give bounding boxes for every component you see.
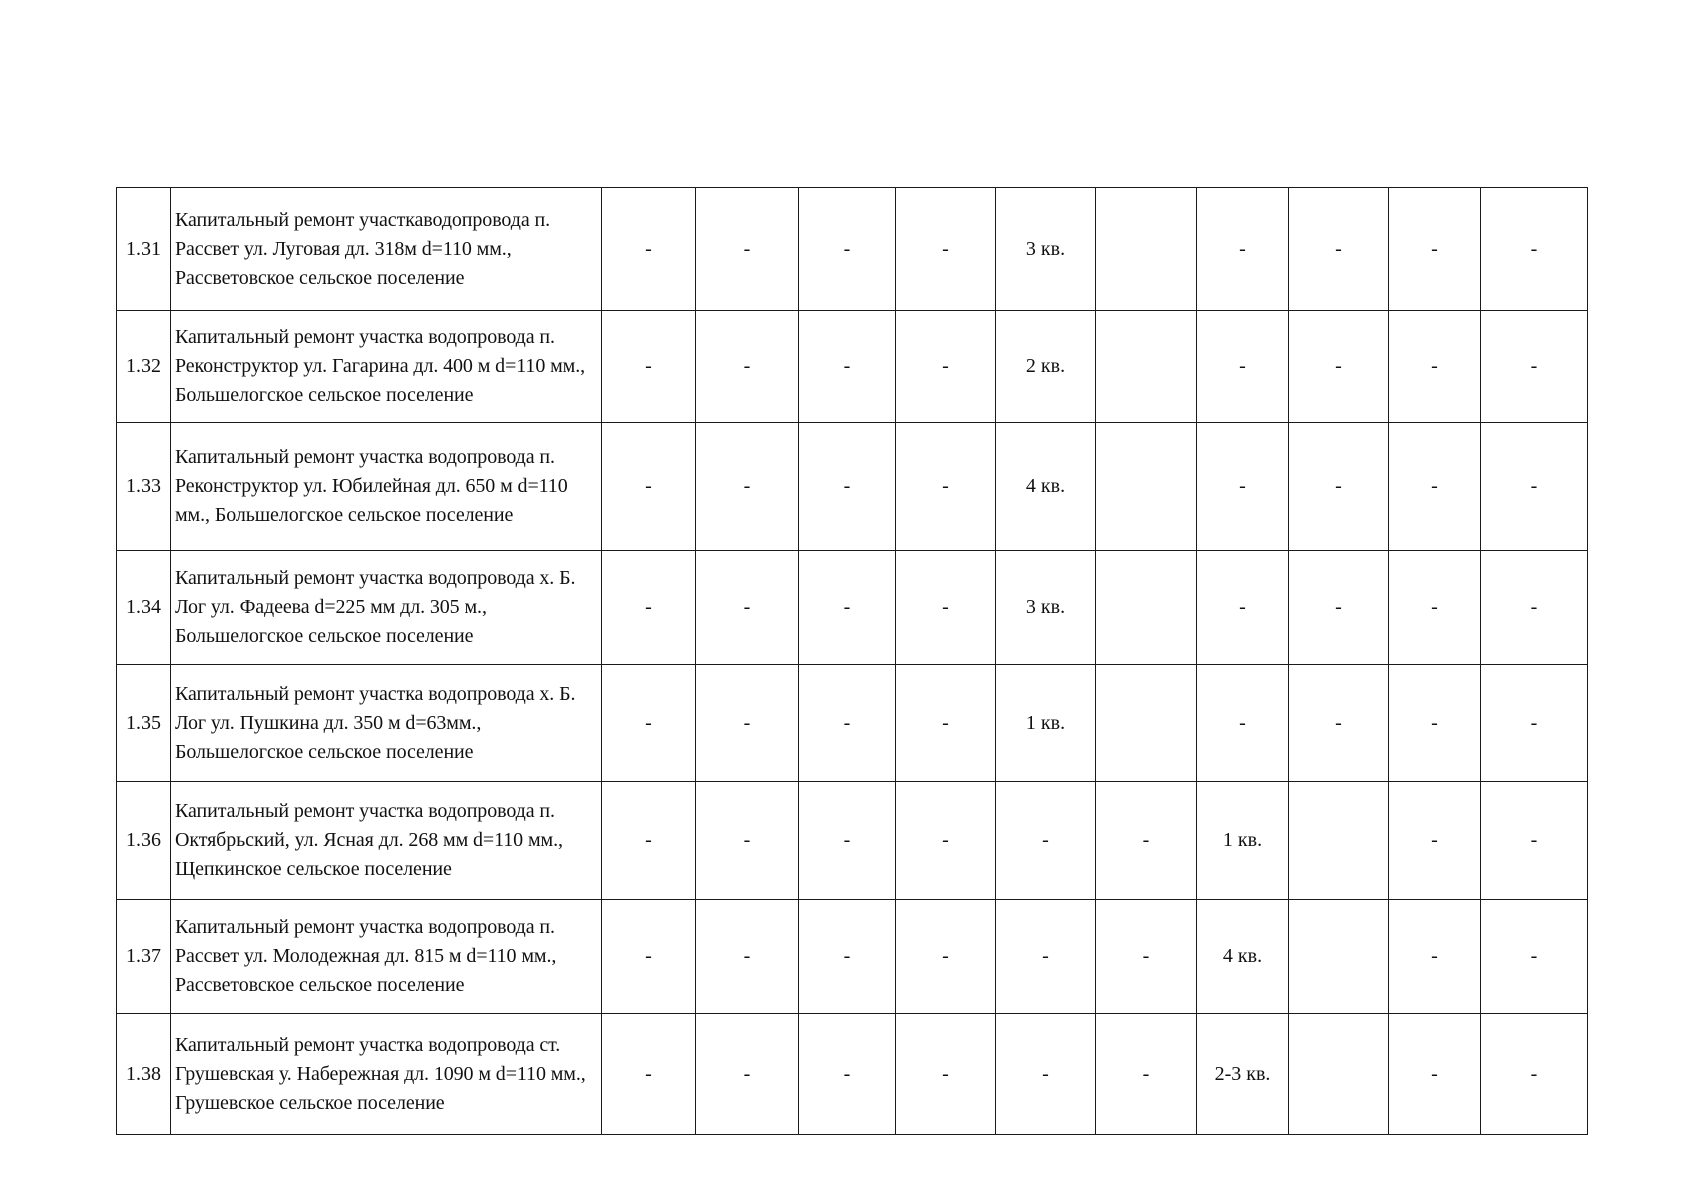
table-cell: - xyxy=(1481,311,1588,423)
table-cell: - xyxy=(1197,188,1289,311)
table-cell: - xyxy=(896,423,996,551)
table-cell xyxy=(1096,665,1197,782)
table-cell: 1 кв. xyxy=(996,665,1096,782)
table-body xyxy=(117,188,1588,1135)
table-cell: - xyxy=(696,900,799,1014)
table-cell: - xyxy=(1096,900,1197,1014)
table-cell: - xyxy=(1389,311,1481,423)
table-cell: 4 кв. xyxy=(996,423,1096,551)
table-cell: - xyxy=(896,311,996,423)
table-cell xyxy=(1096,188,1197,311)
row-number: 1.37 xyxy=(117,900,171,1014)
table-cell: - xyxy=(1096,782,1197,900)
table-cell: - xyxy=(1289,311,1389,423)
row-description: Капитальный ремонт участка водопровода х. Б. Лог ул. Фадеева d=225 мм дл. 305 м., Большелогское сельское поселение xyxy=(171,551,602,665)
table-cell: - xyxy=(696,782,799,900)
table-cell: - xyxy=(1389,900,1481,1014)
row-number: 1.34 xyxy=(117,551,171,665)
table-cell: - xyxy=(896,551,996,665)
table-cell: - xyxy=(799,311,896,423)
table-cell: - xyxy=(1481,665,1588,782)
row-description: Капитальный ремонт участка водопровода п. Октябрьский, ул. Ясная дл. 268 мм d=110 мм., Щепкинское сельское поселение xyxy=(171,782,602,900)
table-cell: - xyxy=(602,782,696,900)
table-cell: - xyxy=(1481,551,1588,665)
table-row xyxy=(117,900,1588,1014)
table-cell: - xyxy=(1389,188,1481,311)
table-cell: - xyxy=(1481,1014,1588,1135)
row-number: 1.33 xyxy=(117,423,171,551)
table-cell: - xyxy=(602,188,696,311)
table-cell: - xyxy=(1481,900,1588,1014)
table-cell: - xyxy=(799,551,896,665)
table-cell: - xyxy=(1289,188,1389,311)
table-cell: - xyxy=(1389,1014,1481,1135)
table-row xyxy=(117,1014,1588,1135)
row-description: Капитальный ремонт участкаводопровода п. Рассвет ул. Луговая дл. 318м d=110 мм., Рассветовское сельское поселение xyxy=(171,188,602,311)
table-cell: - xyxy=(1289,551,1389,665)
row-description: Капитальный ремонт участка водопровода п. Реконструктор ул. Гагарина дл. 400 м d=110 мм., Большелогское сельское поселение xyxy=(171,311,602,423)
row-number: 1.32 xyxy=(117,311,171,423)
table-cell: - xyxy=(799,1014,896,1135)
table-cell: - xyxy=(696,665,799,782)
table-cell: - xyxy=(1481,423,1588,551)
table-cell xyxy=(1289,900,1389,1014)
row-number: 1.31 xyxy=(117,188,171,311)
table-cell: 1 кв. xyxy=(1197,782,1289,900)
table-cell: - xyxy=(799,782,896,900)
table-cell xyxy=(1289,782,1389,900)
table-cell: - xyxy=(799,423,896,551)
table-cell: - xyxy=(1481,188,1588,311)
table-cell: - xyxy=(1197,551,1289,665)
table-cell xyxy=(1096,311,1197,423)
table-cell: - xyxy=(1197,665,1289,782)
table-cell: - xyxy=(1389,551,1481,665)
table-cell: - xyxy=(996,782,1096,900)
table-row xyxy=(117,782,1588,900)
table-cell: - xyxy=(602,551,696,665)
table-cell: - xyxy=(896,188,996,311)
table-cell: - xyxy=(696,423,799,551)
table-cell: - xyxy=(996,1014,1096,1135)
table-row xyxy=(117,551,1588,665)
table-cell: - xyxy=(1389,782,1481,900)
row-description: Капитальный ремонт участка водопровода п. Рассвет ул. Молодежная дл. 815 м d=110 мм., Рассветовское сельское поселение xyxy=(171,900,602,1014)
table-cell: - xyxy=(1389,665,1481,782)
table-cell: - xyxy=(696,551,799,665)
table-cell: - xyxy=(1481,782,1588,900)
table-cell xyxy=(1096,551,1197,665)
table-cell: - xyxy=(602,1014,696,1135)
table-cell: - xyxy=(696,1014,799,1135)
table-cell: 3 кв. xyxy=(996,551,1096,665)
table-cell: - xyxy=(1289,665,1389,782)
table-cell: - xyxy=(799,188,896,311)
table-row xyxy=(117,311,1588,423)
table-row xyxy=(117,188,1588,311)
table-cell: - xyxy=(1197,423,1289,551)
table-cell: - xyxy=(602,423,696,551)
table-cell: - xyxy=(896,900,996,1014)
row-description: Капитальный ремонт участка водопровода х. Б. Лог ул. Пушкина дл. 350 м d=63мм., Большелогское сельское поселение xyxy=(171,665,602,782)
table-cell: - xyxy=(602,311,696,423)
table-cell: 2-3 кв. xyxy=(1197,1014,1289,1135)
table-cell: - xyxy=(896,665,996,782)
table-row xyxy=(117,423,1588,551)
row-number: 1.35 xyxy=(117,665,171,782)
table-cell: 4 кв. xyxy=(1197,900,1289,1014)
table-cell: - xyxy=(996,900,1096,1014)
table-row xyxy=(117,665,1588,782)
table-cell: - xyxy=(1389,423,1481,551)
table-cell xyxy=(1096,423,1197,551)
table-cell xyxy=(1289,1014,1389,1135)
table-cell: - xyxy=(1197,311,1289,423)
table-cell: - xyxy=(896,782,996,900)
row-number: 1.36 xyxy=(117,782,171,900)
row-description: Капитальный ремонт участка водопровода ст. Грушевская у. Набережная дл. 1090 м d=110 мм., Грушевское сельское поселение xyxy=(171,1014,602,1135)
table-cell: - xyxy=(696,311,799,423)
table-cell: 3 кв. xyxy=(996,188,1096,311)
table-cell: 2 кв. xyxy=(996,311,1096,423)
table-cell: - xyxy=(696,188,799,311)
table-cell: - xyxy=(1289,423,1389,551)
table-cell: - xyxy=(602,900,696,1014)
table-cell: - xyxy=(602,665,696,782)
table-cell: - xyxy=(799,900,896,1014)
row-number: 1.38 xyxy=(117,1014,171,1135)
row-description: Капитальный ремонт участка водопровода п. Реконструктор ул. Юбилейная дл. 650 м d=110 мм., Большелогское сельское поселение xyxy=(171,423,602,551)
table-cell: - xyxy=(799,665,896,782)
table-cell: - xyxy=(1096,1014,1197,1135)
schedule-table xyxy=(116,187,1588,1135)
table-cell: - xyxy=(896,1014,996,1135)
